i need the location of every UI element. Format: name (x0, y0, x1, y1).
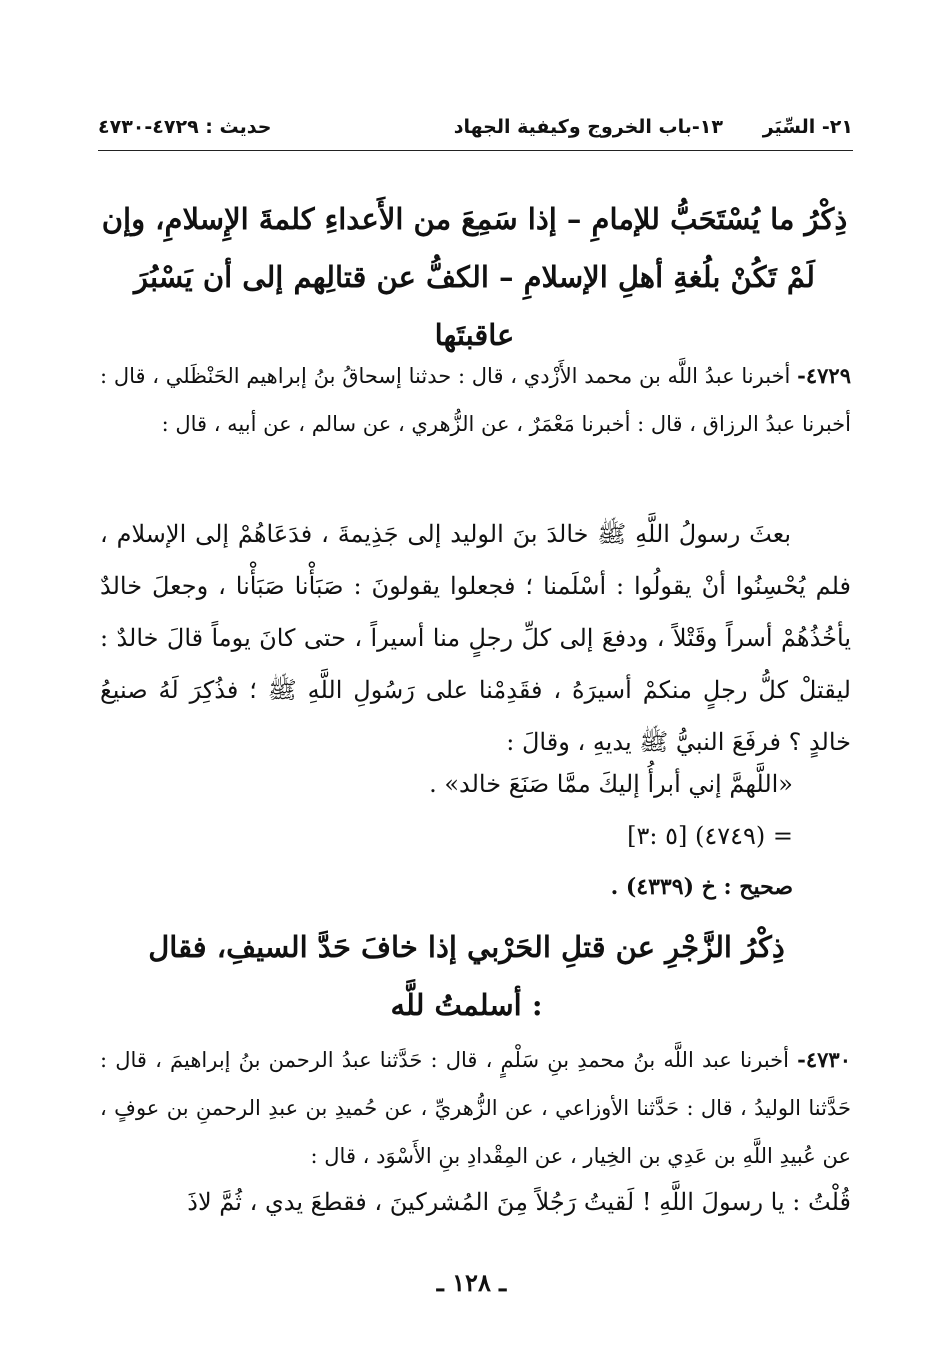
cross-reference: = (٤٧٤٩) [٥ :٣] (627, 822, 793, 850)
hadith-number: ٤٧٣٠- (797, 1047, 851, 1072)
matn-paragraph: بعثَ رسولُ اللَّهِ ﷺ خالدَ بنَ الوليد إلى جَذِيمةَ ، فدَعَاهُمْ إلى الإسلام ، فلم يُحْسِنُوا أنْ يقولُوا : أسْلَمنا ؛ فجعلوا يقولونَ : صَبَأْنا صَبَأْنا ، وجعلَ خالدٌ يأخُذُهُمْ أسراً وقَتْلاً ، ودفعَ إلى كلِّ رجلٍ منا أسيراً ، حتى كانَ يوماً قالَ خالدٌ : ليقتلْ كلُّ رجلٍ منكمْ أسيرَهُ ، فقَدِمْنا على رَسُولِ اللَّهِ ﷺ ؛ فذُكِرَ لَهُ صنيعُ خالدٍ ؟ فرفَعَ النبيُّ ﷺ يديهِ ، وقالَ : (100, 520, 851, 756)
matn-paragraph: قُلْتُ : يا رسولَ اللَّهِ ! لَقيتُ رَجُلاً مِنَ المُشركينَ ، فقطعَ يدي ، ثُمَّ لاذَ (187, 1188, 851, 1216)
grading-note: صحيح : خ (٤٣٣٩) . (610, 874, 793, 900)
isnad-text: أخبرنا عبد اللَّه بنُ محمدِ بنِ سَلْمٍ ، قال : حَدَّثنا عبدُ الرحمن بنُ إبراهيمَ ، قال : حَدَّثنا الوليدُ ، قال : حَدَّثنا الأوزاعي ، عن الزُّهريِّ ، عن حُميدِ بن عبدِ الرحمنِ بن عوفٍ ، عن عُبيدِ اللَّهِ بن عَدِي بن الخِيار ، عن المِقْدادِ بنِ الأَسْوَد ، قال : (100, 1048, 851, 1168)
running-header (98, 112, 853, 144)
book-title: ٢١- السِّيَر (762, 116, 853, 138)
header-rule (98, 150, 853, 151)
hadith-range: حديث : ٤٧٢٩-٤٧٣٠ (98, 116, 272, 138)
chapter-title: ١٣-باب الخروج وكيفية الجهاد (453, 116, 723, 138)
hadith-number: ٤٧٢٩- (797, 363, 851, 388)
isnad-paragraph (100, 352, 851, 448)
isnad-text: أخبرنا عبدُ اللَّه بن محمد الأَزْدي ، قال : حدثنا إسحاقُ بنُ إبراهيم الحَنْظَلي ، قال : أخبرنا عبدُ الرزاق ، قال : أخبرنا مَعْمَرٌ ، عن الزُّهري ، عن سالم ، عن أبيه ، قال : (100, 364, 851, 436)
page-number: ـ ١٢٨ ـ (436, 1268, 507, 1297)
isnad-paragraph (100, 1036, 851, 1180)
section-heading: ذِكْرُ الزَّجْرِ عن قتلِ الحَرْبي إذا خافَ حَدَّ السيفِ، فقال : أسلمتُ للَّه (148, 930, 785, 1022)
prophetic-quote: «اللَّهمَّ إني أبرأُ إليكَ ممَّا صَنَعَ خالد» . (429, 770, 793, 798)
section-heading: ذِكْرُ ما يُسْتَحَبُّ للإمامِ – إذا سَمِعَ من الأَعداءِ كلمةَ الإِسلامِ، وإن لَمْ تَكُنْ بلُغةِ أهلِ الإسلامِ – الكفُّ عن قتالِهم إلى أن يَسْبُرَ عاقبتَها (101, 202, 848, 352)
